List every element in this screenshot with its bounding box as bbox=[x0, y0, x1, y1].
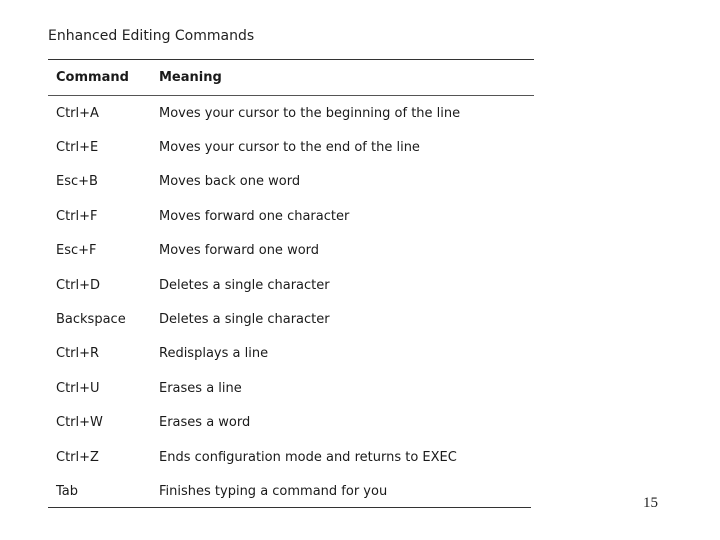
meaning-cell: Erases a line bbox=[159, 380, 242, 396]
meaning-cell: Deletes a single character bbox=[159, 277, 330, 293]
table-row bbox=[48, 268, 534, 302]
table-bottom-rule bbox=[48, 507, 531, 508]
table-row bbox=[48, 234, 534, 268]
command-cell: Ctrl+Z bbox=[56, 449, 99, 465]
meaning-cell: Redisplays a line bbox=[159, 346, 269, 362]
page-title: Enhanced Editing Commands bbox=[48, 28, 255, 44]
command-cell: Ctrl+W bbox=[56, 415, 103, 431]
command-cell: Backspace bbox=[56, 312, 126, 328]
command-cell: Tab bbox=[56, 483, 79, 499]
page-number: 15 bbox=[643, 495, 658, 511]
command-cell: Ctrl+E bbox=[56, 140, 99, 156]
command-cell: Ctrl+F bbox=[56, 208, 98, 224]
header-meaning: Meaning bbox=[159, 70, 222, 85]
command-cell: Esc+B bbox=[56, 174, 98, 190]
table-row bbox=[48, 371, 534, 405]
table-row bbox=[48, 199, 534, 233]
table-row bbox=[48, 406, 534, 440]
table-row bbox=[48, 337, 534, 371]
command-cell: Ctrl+R bbox=[56, 346, 100, 362]
table-row bbox=[48, 474, 534, 508]
meaning-cell: Moves back one word bbox=[159, 174, 301, 190]
meaning-cell: Moves your cursor to the beginning of the line bbox=[159, 105, 461, 121]
meaning-cell: Moves your cursor to the end of the line bbox=[159, 140, 420, 156]
command-cell: Ctrl+U bbox=[56, 380, 100, 396]
meaning-cell: Ends configuration mode and returns to EXEC bbox=[159, 449, 457, 465]
table-row bbox=[48, 302, 534, 336]
table-header-row bbox=[48, 60, 534, 95]
meaning-cell: Moves forward one character bbox=[159, 208, 350, 224]
meaning-cell: Moves forward one word bbox=[159, 243, 320, 259]
table-row bbox=[48, 165, 534, 199]
header-command: Command bbox=[56, 70, 129, 85]
table-row bbox=[48, 440, 534, 474]
command-cell: Ctrl+D bbox=[56, 277, 101, 293]
table-row bbox=[48, 130, 534, 164]
command-cell: Ctrl+A bbox=[56, 105, 99, 121]
meaning-cell: Erases a word bbox=[159, 415, 251, 431]
meaning-cell: Finishes typing a command for you bbox=[159, 483, 388, 499]
commands-table bbox=[48, 59, 534, 509]
command-cell: Esc+F bbox=[56, 243, 97, 259]
table-row bbox=[48, 96, 534, 130]
meaning-cell: Deletes a single character bbox=[159, 312, 330, 328]
